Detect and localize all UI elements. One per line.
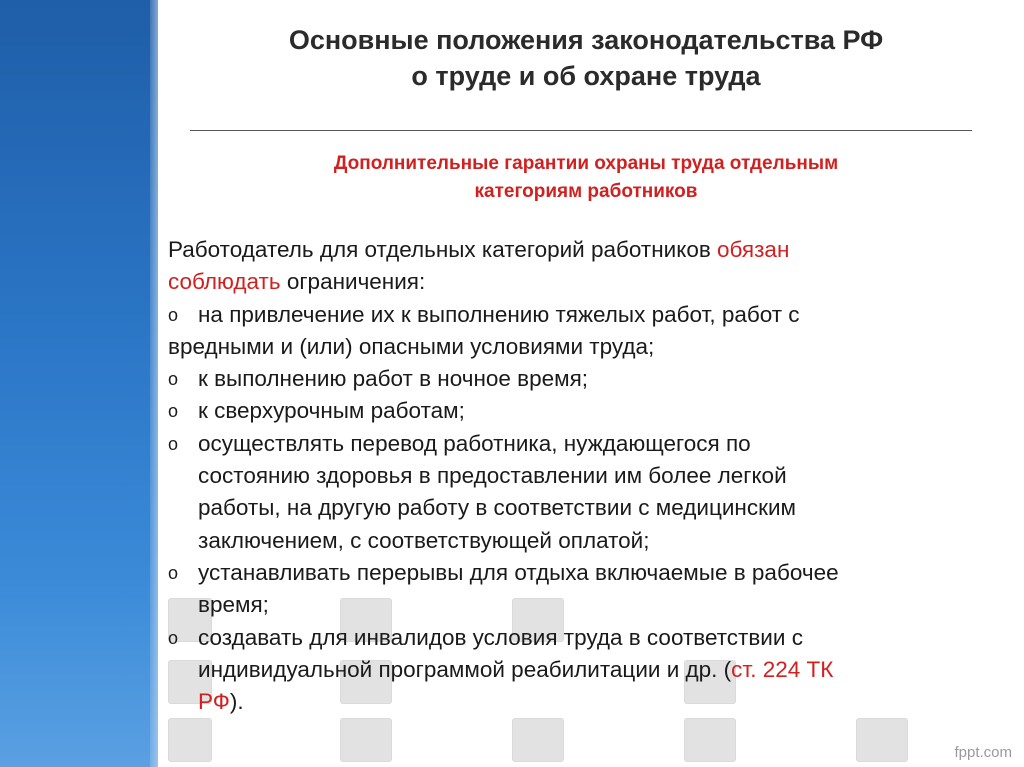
body-text — [168, 234, 1008, 718]
list-item-line — [198, 686, 833, 718]
bullet-marker: o — [168, 627, 179, 648]
intro-line-1 — [168, 234, 1008, 266]
bullet-marker: o — [168, 562, 179, 583]
list-item-continuation: вредными и (или) опасными условиями труда; — [168, 333, 655, 359]
slide-subtitle-line-1: Дополнительные гарантии охраны труда отдельным — [333, 153, 839, 174]
bullet-marker: o — [168, 304, 179, 325]
list-item-text: к выполнению работ в ночное время; — [198, 366, 589, 392]
intro-highlight-obliged: обязан — [717, 237, 790, 262]
slide-subtitle-line-2: категориям работников — [474, 181, 698, 202]
left-decor-edge — [150, 0, 158, 767]
list-item-line — [198, 654, 833, 686]
bullet-marker: o — [168, 401, 179, 422]
list-item — [168, 557, 1008, 622]
list-item-line: создавать для инвалидов условия труда в соответствии с — [198, 624, 803, 650]
decor-tile — [684, 718, 736, 762]
slide-title-line-2: о труде и об охране труда — [411, 61, 761, 91]
list-item-line: устанавливать перерывы для отдыха включаемые в рабочее — [198, 559, 839, 585]
law-reference: ст. 224 ТК — [731, 656, 834, 682]
slide-subtitle — [168, 150, 1004, 206]
intro-line-2 — [168, 266, 1008, 298]
list-item-line-text: индивидуальной программой реабилитации и др. ( — [198, 656, 732, 682]
slide-title — [168, 22, 1004, 94]
decor-tile — [340, 718, 392, 762]
law-reference-end: РФ — [198, 689, 230, 715]
title-divider — [190, 130, 972, 131]
list-item — [168, 622, 1008, 719]
bullet-marker: o — [168, 369, 179, 390]
list-item-line: время; — [198, 592, 269, 618]
list-item-line: состоянию здоровья в предоставлении им более легкой — [198, 463, 787, 489]
list-item-text — [198, 557, 839, 622]
list-item-line: осуществлять перевод работника, нуждающегося по — [198, 430, 751, 456]
list-item-text: на привлечение их к выполнению тяжелых работ, работ с — [198, 301, 800, 327]
decor-tile — [512, 718, 564, 762]
list-item — [168, 428, 1008, 557]
decor-tile — [856, 718, 908, 762]
left-decor-band — [0, 0, 158, 767]
intro-text-end: ограничения: — [280, 269, 426, 295]
list-item-line: работы, на другую работу в соответствии с медицинским — [198, 495, 796, 521]
intro-text: Работодатель для отдельных категорий работников — [168, 237, 718, 262]
bullet-marker: o — [168, 433, 179, 454]
list-item-line-end: ). — [229, 689, 244, 715]
slide-title-line-1: Основные положения законодательства РФ — [288, 25, 884, 55]
watermark: fppt.com — [954, 744, 1012, 761]
list-item-text — [198, 428, 796, 557]
list-item-text — [198, 622, 833, 719]
list-item-line: заключением, с соответствующей оплатой; — [198, 527, 650, 553]
list-item — [168, 363, 1008, 395]
decor-tile — [168, 718, 212, 762]
list-item-text: к сверхурочным работам; — [198, 398, 465, 424]
list-item — [168, 395, 1008, 427]
intro-highlight-comply: соблюдать — [168, 269, 281, 295]
list-item — [168, 299, 1008, 331]
